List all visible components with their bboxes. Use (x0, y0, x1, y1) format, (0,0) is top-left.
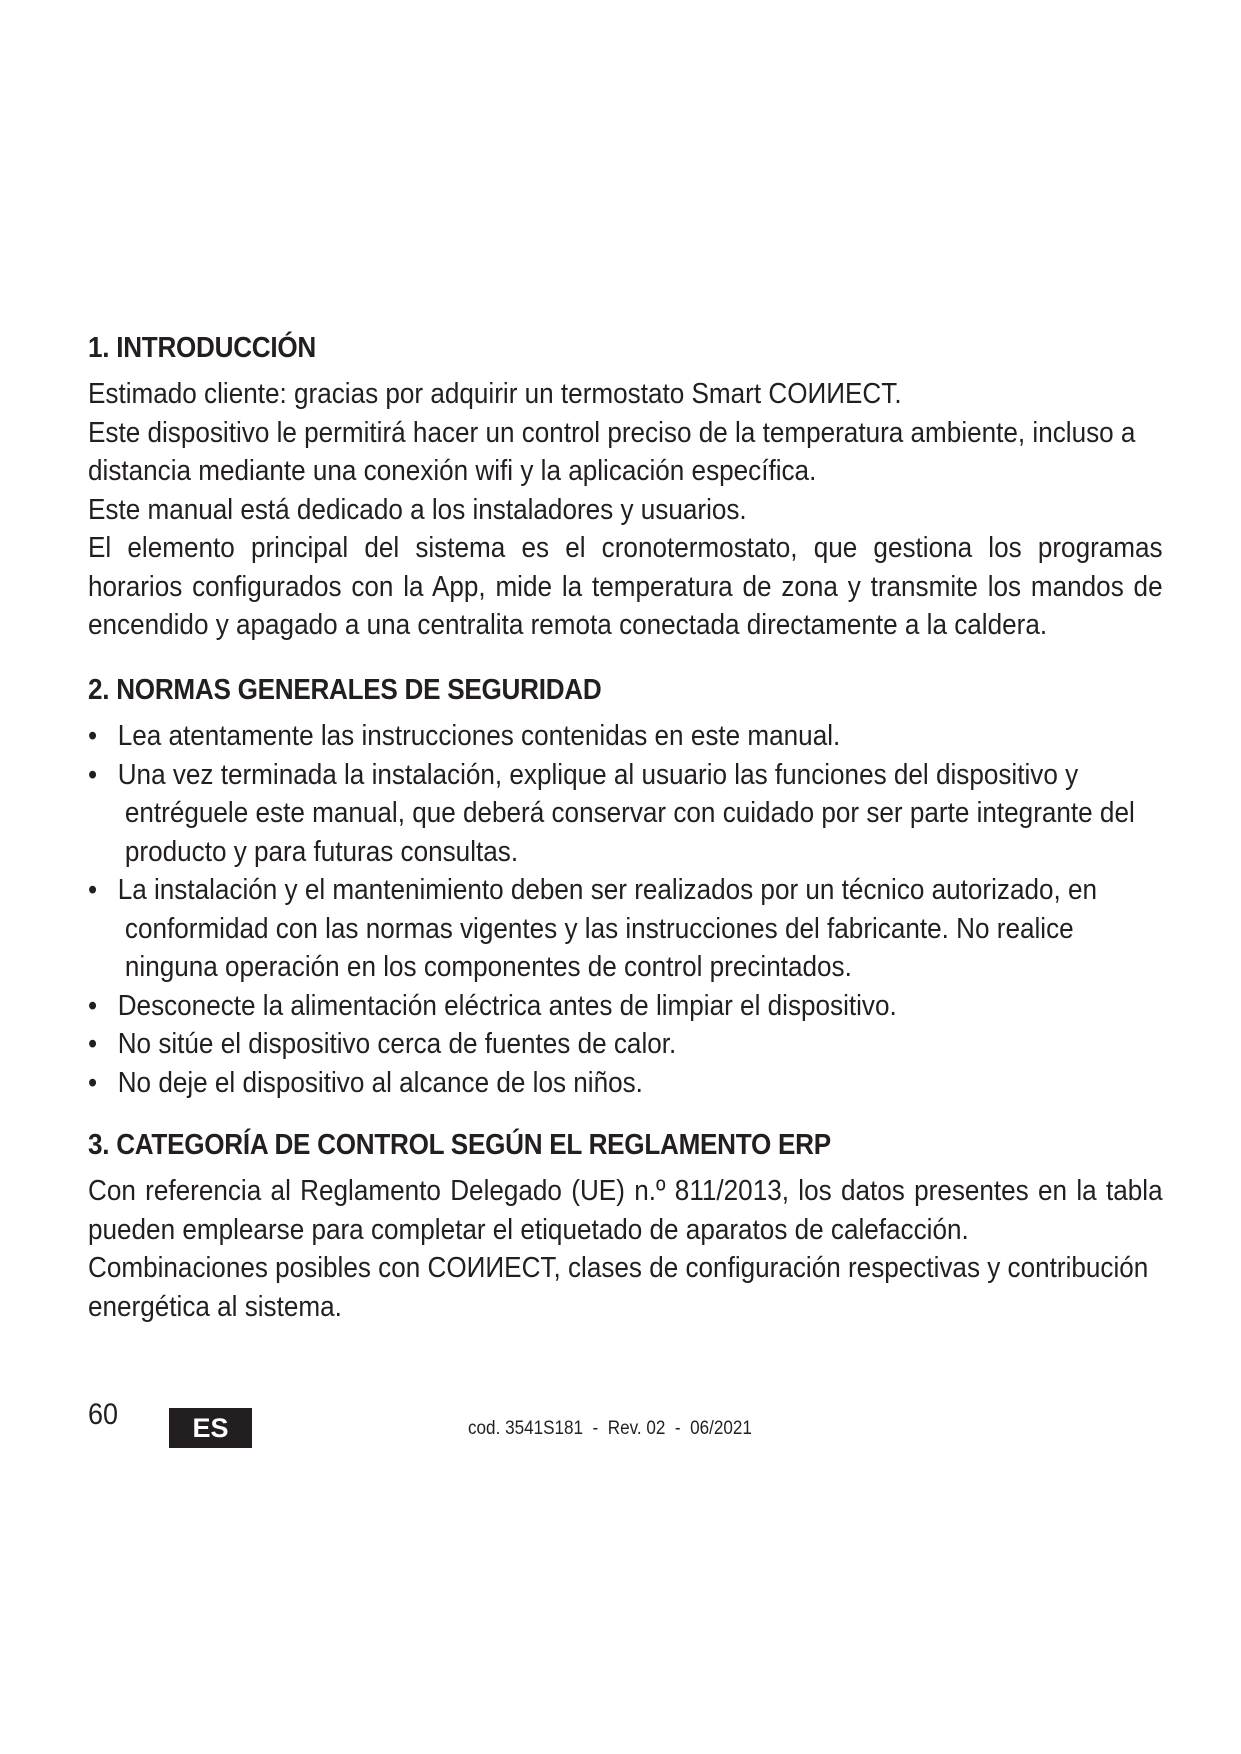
paragraph: Con referencia al Reglamento Delegado (UE) n.º 811/2013, los datos presentes en la tabla pueden emplearse para completar el etiquetado de aparatos de calefacción. (88, 1175, 1163, 1246)
bullet-icon: • (88, 874, 98, 906)
bullet-icon: • (88, 1066, 98, 1099)
list-item-continuation: entréguele este manual, que deberá conservar con cuidado por ser parte integrante del producto y para futuras consultas. (124, 797, 1135, 868)
paragraph: Combinaciones posibles con COИИECT, clases de configuración respectivas y contribución energética al sistema. (88, 1252, 1149, 1323)
list-item-text: Una vez terminada la instalación, explique al usuario las funciones del dispositivo y (117, 758, 1079, 791)
section-title-introduccion: 1. INTRODUCCIÓN (88, 332, 316, 364)
list-item-text: Desconecte la alimentación eléctrica antes de limpiar el dispositivo. (117, 989, 897, 1022)
document-code: cod. 3541S181 - Rev. 02 - 06/2021 (468, 1418, 752, 1439)
manual-page-content (88, 330, 1163, 1326)
list-item-text: La instalación y el mantenimiento deben ser realizados por un técnico autorizado, en (117, 874, 1098, 906)
section-body-introduccion (88, 375, 1163, 645)
bullet-icon: • (88, 758, 98, 791)
list-item-text: Lea atentamente las instrucciones contenidas en este manual. (117, 720, 841, 752)
paragraph: El elemento principal del sistema es el cronotermostato, que gestiona los programas horarios configurados con la App, mide la temperatura de zona y transmite los mandos de encendido y apagado a una centralita remota conectada directamente a la caldera. (88, 532, 1163, 642)
list-item-text: No sitúe el dispositivo cerca de fuentes de calor. (117, 1028, 677, 1060)
list-item (88, 717, 1163, 756)
list-item (88, 1064, 1163, 1103)
page-footer (88, 1398, 1163, 1448)
bullet-icon: • (88, 989, 98, 1022)
paragraph: Este manual está dedicado a los instaladores y usuarios. (88, 493, 747, 526)
paragraph: Este dispositivo le permitirá hacer un control preciso de la temperatura ambiente, incluso a distancia mediante una conexión wifi y la aplicación específica. (88, 416, 1136, 488)
section-title-categoria-control: 3. CATEGORÍA DE CONTROL SEGÚN EL REGLAMENTO ERP (88, 1129, 831, 1161)
section-body-normas-seguridad (88, 717, 1163, 1102)
list-item (88, 871, 1163, 987)
paragraph: Estimado cliente: gracias por adquirir un termostato Smart COИИECT. (88, 378, 902, 411)
safety-rules-list (88, 717, 1163, 1102)
list-item-text: No deje el dispositivo al alcance de los niños. (117, 1066, 643, 1099)
bullet-icon: • (88, 720, 98, 752)
page-number: 60 (88, 1398, 119, 1431)
list-item (88, 987, 1163, 1026)
language-badge: ES (169, 1408, 252, 1448)
section-title-normas-seguridad: 2. NORMAS GENERALES DE SEGURIDAD (88, 673, 602, 706)
section-body-categoria-control (88, 1172, 1163, 1326)
list-item-continuation: conformidad con las normas vigentes y las instrucciones del fabricante. No realice ninguna operación en los componentes de control precintados. (124, 912, 1074, 983)
bullet-icon: • (88, 1028, 98, 1060)
list-item (88, 756, 1163, 872)
list-item (88, 1025, 1163, 1064)
